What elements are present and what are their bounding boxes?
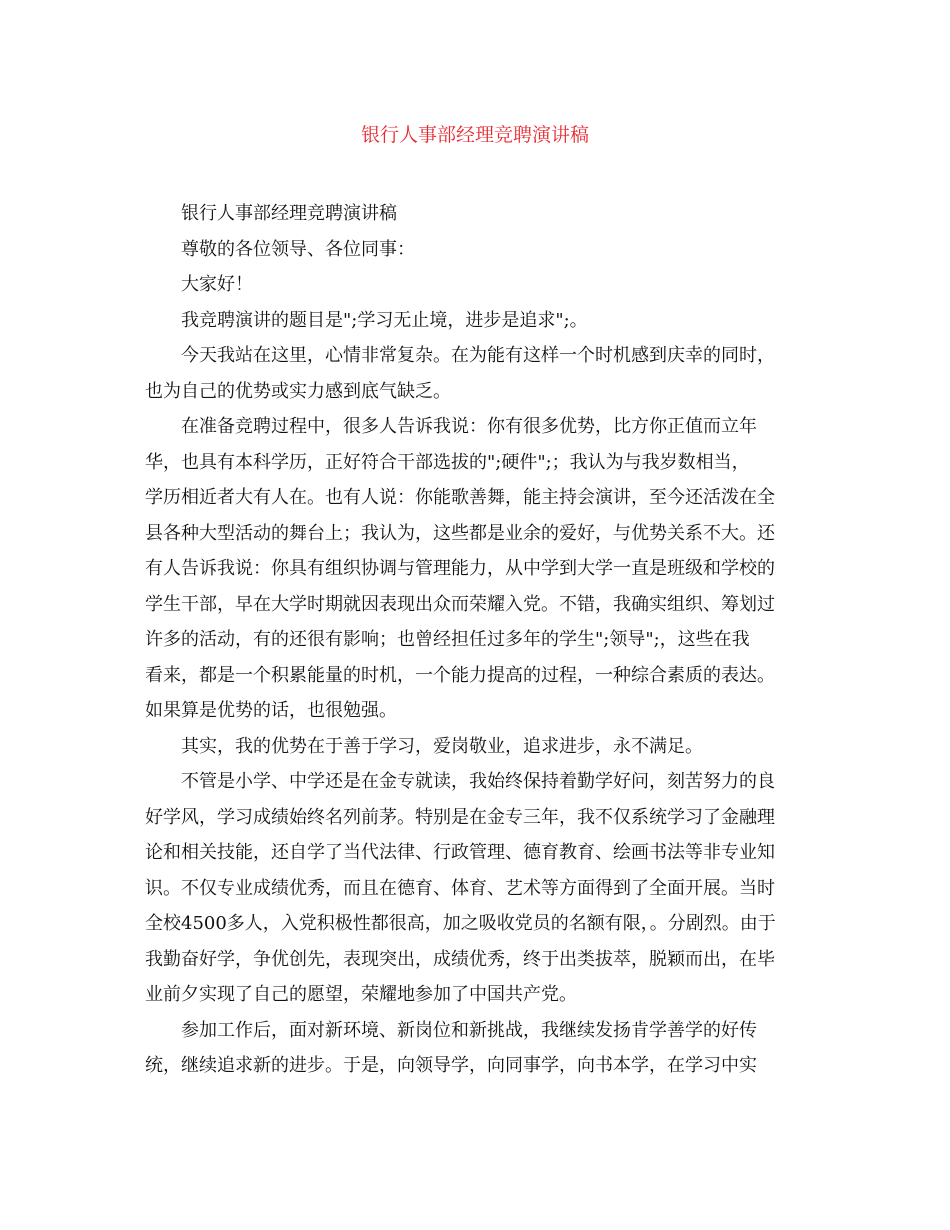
text-line: 我勤奋好学，争优创先，表现突出，成绩优秀，终于出类拔萃，脱颖而出，在毕 — [145, 948, 775, 970]
text-line: 学历相近者大有人在。也有人说：你能歌善舞，能主持会演讲，至今还活泼在全 — [145, 487, 775, 508]
text-line: 尊敬的各位领导、各位同事： — [181, 238, 415, 260]
document-body — [145, 196, 815, 1084]
text-line: 大家好！ — [181, 274, 253, 295]
paragraph — [145, 232, 815, 268]
text-line: 不管是小学、中学还是在金专就读，我始终保持着勤学好问，刻苦努力的良 — [181, 771, 775, 792]
text-line: 银行人事部经理竞聘演讲稿 — [181, 203, 397, 224]
text-line: 其实，我的优势在于善于学习，爱岗敬业，追求进步，永不满足。 — [181, 735, 703, 757]
text-line: 全校4500多人，入党积极性都很高，加之吸收党员的名额有限，。分剧烈。由于 — [145, 913, 776, 934]
text-line: 在准备竞聘过程中，很多人告诉我说：你有很多优势，比方你正值而立年 — [181, 416, 757, 437]
text-line: 有人告诉我说：你具有组织协调与管理能力，从中学到大学一直是班级和学校的 — [145, 558, 775, 579]
text-line: 如果算是优势的话，也很勉强。 — [145, 700, 397, 721]
paragraph — [145, 729, 815, 765]
text-line: 好学风，学习成绩始终名列前茅。特别是在金专三年，我不仅系统学习了金融理 — [145, 806, 775, 828]
paragraph — [145, 267, 815, 303]
text-line: 县各种大型活动的舞台上；我认为，这些都是业余的爱好，与优势关系不大。还 — [145, 522, 775, 544]
text-line: 看来，都是一个积累能量的时机，一个能力提高的过程，一种综合素质的表达。 — [145, 664, 775, 686]
document-title: 银行人事部经理竞聘演讲稿 — [360, 124, 589, 146]
text-line: 许多的活动，有的还很有影响；也曾经担任过多年的学生";领导";，这些在我 — [145, 629, 750, 650]
paragraph — [145, 764, 815, 1013]
text-line: 今天我站在这里，心情非常复杂。在为能有这样一个时机感到庆幸的同时， — [181, 345, 775, 366]
text-line: 论和相关技能，还自学了当代法律、行政管理、德育教育、绘画书法等非专业知 — [145, 842, 775, 863]
paragraph — [145, 196, 815, 232]
paragraph — [145, 338, 815, 409]
text-line: 学生干部，早在大学时期就因表现出众而荣耀入党。不错，我确实组织、筹划过 — [145, 593, 775, 615]
text-line: 我竞聘演讲的题目是";学习无止境，进步是追求";。 — [181, 309, 588, 331]
paragraph — [145, 1013, 815, 1084]
text-line: 统，继续追求新的进步。于是，向领导学，向同事学，向书本学，在学习中实 — [145, 1055, 757, 1076]
text-line: 参加工作后，面对新环境、新岗位和新挑战，我继续发扬肯学善学的好传 — [181, 1019, 757, 1041]
text-line: 也为自己的优势或实力感到底气缺乏。 — [145, 380, 451, 402]
paragraph — [145, 303, 815, 339]
text-line: 识。不仅专业成绩优秀，而且在德育、体育、艺术等方面得到了全面开展。当时 — [145, 877, 775, 899]
text-line: 业前夕实现了自己的愿望，荣耀地参加了中国共产党。 — [145, 984, 577, 1005]
text-line: 华，也具有本科学历，正好符合干部选拔的";硬件";；我认为与我岁数相当， — [145, 451, 750, 473]
paragraph — [145, 409, 815, 729]
